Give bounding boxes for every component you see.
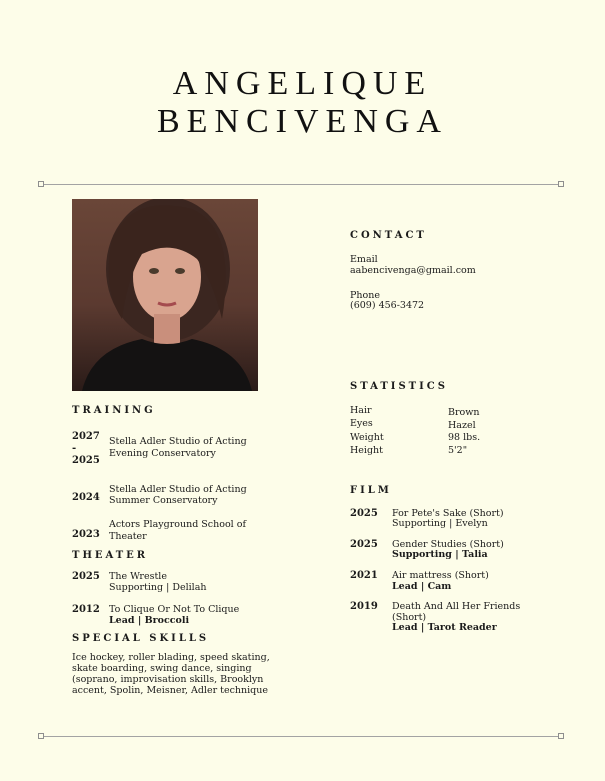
statistics-heading: STATISTICS <box>350 381 448 392</box>
film-2-title: Gender Studies (Short) <box>392 539 504 550</box>
training-3-line1: Actors Playground School of <box>109 519 246 530</box>
headshot-photo <box>72 199 258 391</box>
theater-2-title: To Clique Or Not To Clique <box>109 604 240 615</box>
film-3-role: Lead | Cam <box>392 581 452 592</box>
skills-line-4: accent, Spolin, Meisner, Adler technique <box>72 685 269 696</box>
theater-1-role: Supporting | Delilah <box>109 582 207 593</box>
bottom-node-left <box>38 733 44 739</box>
film-1-role: Supporting | Evelyn <box>392 518 488 529</box>
training-3-year: 2023 <box>72 529 100 540</box>
training-year-start: 2027 <box>72 431 100 442</box>
special-skills-heading: SPECIAL SKILLS <box>72 633 210 644</box>
film-3-year: 2021 <box>350 570 378 581</box>
stat-value-height: 5'2" <box>448 445 468 456</box>
skills-line-2: skate boarding, swing dance, singing <box>72 663 252 674</box>
training-3-line2: Theater <box>109 531 147 542</box>
email-label: Email <box>350 254 378 265</box>
film-4-role: Lead | Tarot Reader <box>392 622 497 633</box>
training-2-year: 2024 <box>72 492 100 503</box>
stat-value-hair: Brown <box>448 407 480 418</box>
name-first: ANGELIQUE <box>172 65 433 102</box>
film-4-title: Death And All Her Friends <box>392 601 521 612</box>
bottom-divider <box>41 736 561 737</box>
film-4-year: 2019 <box>350 601 378 612</box>
stat-label-hair: Hair <box>350 405 372 416</box>
training-2-line2: Summer Conservatory <box>109 495 218 506</box>
training-year-dash: - <box>72 443 77 454</box>
email-value[interactable]: aabencivenga@gmail.com <box>350 265 476 276</box>
phone-value[interactable]: (609) 456-3472 <box>350 300 425 311</box>
stat-value-eyes: Hazel <box>448 420 476 431</box>
theater-1-title: The Wrestle <box>109 571 167 582</box>
divider-node-left <box>38 181 44 187</box>
film-2-year: 2025 <box>350 539 378 550</box>
skills-line-3: (soprano, improvisation skills, Brooklyn <box>72 674 264 685</box>
training-1-line2: Evening Conservatory <box>109 448 216 459</box>
training-1-line1: Stella Adler Studio of Acting <box>109 436 247 447</box>
film-3-title: Air mattress (Short) <box>392 570 489 581</box>
contact-heading: CONTACT <box>350 230 427 241</box>
skills-line-1: Ice hockey, roller blading, speed skating, <box>72 652 270 663</box>
theater-1-year: 2025 <box>72 571 100 582</box>
theater-2-year: 2012 <box>72 604 100 615</box>
film-heading: FILM <box>350 485 392 496</box>
film-4-title-2: (Short) <box>392 612 427 623</box>
training-heading: TRAINING <box>72 405 156 416</box>
training-year-end: 2025 <box>72 455 100 466</box>
divider-node-right <box>558 181 564 187</box>
film-2-role: Supporting | Talia <box>392 549 488 560</box>
bottom-node-right <box>558 733 564 739</box>
stat-value-weight: 98 lbs. <box>448 432 481 443</box>
theater-2-role: Lead | Broccoli <box>109 615 190 626</box>
stat-label-height: Height <box>350 445 383 456</box>
stat-label-weight: Weight <box>350 432 384 443</box>
name-last: BENCIVENGA <box>157 103 448 140</box>
film-1-year: 2025 <box>350 508 378 519</box>
phone-label: Phone <box>350 290 380 301</box>
training-2-line1: Stella Adler Studio of Acting <box>109 484 247 495</box>
theater-heading: THEATER <box>72 550 149 561</box>
top-divider <box>41 184 561 185</box>
stat-label-eyes: Eyes <box>350 418 373 429</box>
film-1-title: For Pete's Sake (Short) <box>392 508 504 519</box>
